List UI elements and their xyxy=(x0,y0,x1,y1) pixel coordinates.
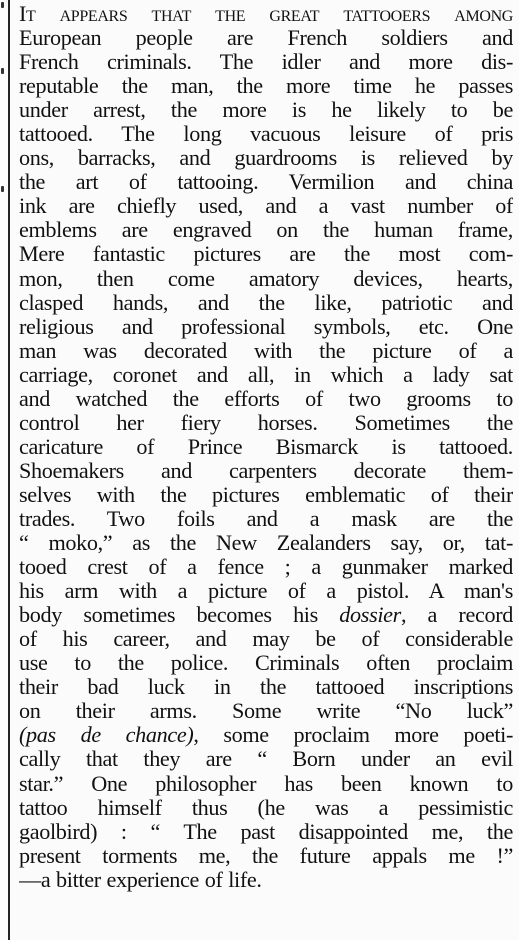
article-line xyxy=(19,579,513,603)
article-line xyxy=(19,723,513,747)
article-line xyxy=(19,74,513,98)
article-line xyxy=(19,146,513,170)
italic-term: (pas de chance) xyxy=(19,723,194,748)
margin-mark xyxy=(1,186,4,192)
line-text: their bad luck in the tattooed inscriptions xyxy=(19,675,513,700)
article-line xyxy=(19,242,513,266)
line-text: European people are French soldiers and xyxy=(19,26,513,51)
line-text: of his career, and may be of considerable xyxy=(19,627,513,652)
line-text: trades. Two foils and a mask are the xyxy=(19,506,513,531)
margin-mark xyxy=(1,2,4,8)
article-line xyxy=(19,50,513,74)
line-text: “ moko,” as the New Zealanders say, or, tat- xyxy=(19,531,513,556)
article-line xyxy=(19,315,513,339)
line-text: use to the police. Criminals often proclaim xyxy=(19,651,513,676)
italic-term: dossier xyxy=(339,603,401,628)
article-line xyxy=(19,483,513,507)
line-text: body sometimes becomes his xyxy=(19,603,340,628)
article-line xyxy=(19,820,513,844)
article-line xyxy=(19,26,513,50)
article-line xyxy=(19,339,513,363)
line-text: tooed crest of a fence ; a gunmaker marked xyxy=(19,555,513,580)
line-text: star.” One philosopher has been known to xyxy=(19,771,513,796)
line-text: ink are chiefly used, and a vast number of xyxy=(19,194,513,219)
article-line xyxy=(19,170,513,194)
line-text: cally that they are “ Born under an evil xyxy=(19,747,513,772)
article-line xyxy=(19,868,513,892)
line-text: selves with the pictures emblematic of their xyxy=(19,482,513,507)
line-text: ons, barracks, and guardrooms is relieved by xyxy=(19,146,513,171)
line-text: clasped hands, and the like, patriotic and xyxy=(19,290,513,315)
margin-marks xyxy=(0,0,6,940)
line-text: French criminals. The idler and more dis- xyxy=(19,50,513,75)
article-line xyxy=(19,675,513,699)
article-line xyxy=(19,507,513,531)
column-rule xyxy=(8,0,10,940)
line-text: It appears that the great tattooers among xyxy=(19,2,513,26)
margin-mark xyxy=(1,68,4,74)
article-line xyxy=(19,2,513,26)
article-line xyxy=(19,459,513,483)
article-line xyxy=(19,435,513,459)
article-line xyxy=(19,194,513,218)
line-text: man was decorated with the picture of a xyxy=(19,338,513,363)
line-text: on their arms. Some write “No luck” xyxy=(19,699,513,724)
line-text: , a record xyxy=(400,603,513,628)
line-text: carriage, coronet and all, in which a lady sat xyxy=(19,362,513,387)
line-text: and watched the efforts of two grooms to xyxy=(19,386,513,411)
article-line xyxy=(19,603,513,627)
article-line xyxy=(19,699,513,723)
line-text: the art of tattooing. Vermilion and china xyxy=(19,170,513,195)
line-text: Mere fantastic pictures are the most com- xyxy=(19,242,513,267)
line-text: tattooed. The long vacuous leisure of pris xyxy=(19,122,513,147)
line-text: religious and professional symbols, etc. One xyxy=(19,314,513,339)
article-line xyxy=(19,411,513,435)
article-line xyxy=(19,651,513,675)
article-line xyxy=(19,122,513,146)
line-text: emblems are engraved on the human frame, xyxy=(19,218,513,243)
article-line xyxy=(19,772,513,796)
article-line xyxy=(19,291,513,315)
article-line xyxy=(19,218,513,242)
line-text: —a bitter experience of life. xyxy=(19,867,262,892)
article-line xyxy=(19,267,513,291)
article-line xyxy=(19,387,513,411)
line-text: , some proclaim more poeti- xyxy=(193,723,513,748)
article-line xyxy=(19,363,513,387)
line-text: under arrest, the more is he likely to be xyxy=(19,98,513,123)
article-line xyxy=(19,844,513,868)
article-line xyxy=(19,98,513,122)
line-text: reputable the man, the more time he passes xyxy=(19,74,513,99)
line-text: Shoemakers and carpenters decorate them- xyxy=(19,458,513,483)
article-line xyxy=(19,796,513,820)
line-text: gaolbird) : “ The past disappointed me, the xyxy=(19,819,513,844)
line-text: control her fiery horses. Sometimes the xyxy=(19,410,513,435)
line-text: tattoo himself thus (he was a pessimistic xyxy=(19,795,513,820)
line-text: caricature of Prince Bismarck is tattooed. xyxy=(19,434,513,459)
line-text: mon, then come amatory devices, hearts, xyxy=(19,266,513,291)
article-line xyxy=(19,747,513,771)
article-line xyxy=(19,627,513,651)
article-line xyxy=(19,531,513,555)
article-body xyxy=(19,2,513,892)
article-line xyxy=(19,555,513,579)
line-text: present torments me, the future appals me !” xyxy=(19,843,513,868)
line-text: his arm with a picture of a pistol. A man's xyxy=(19,579,513,604)
